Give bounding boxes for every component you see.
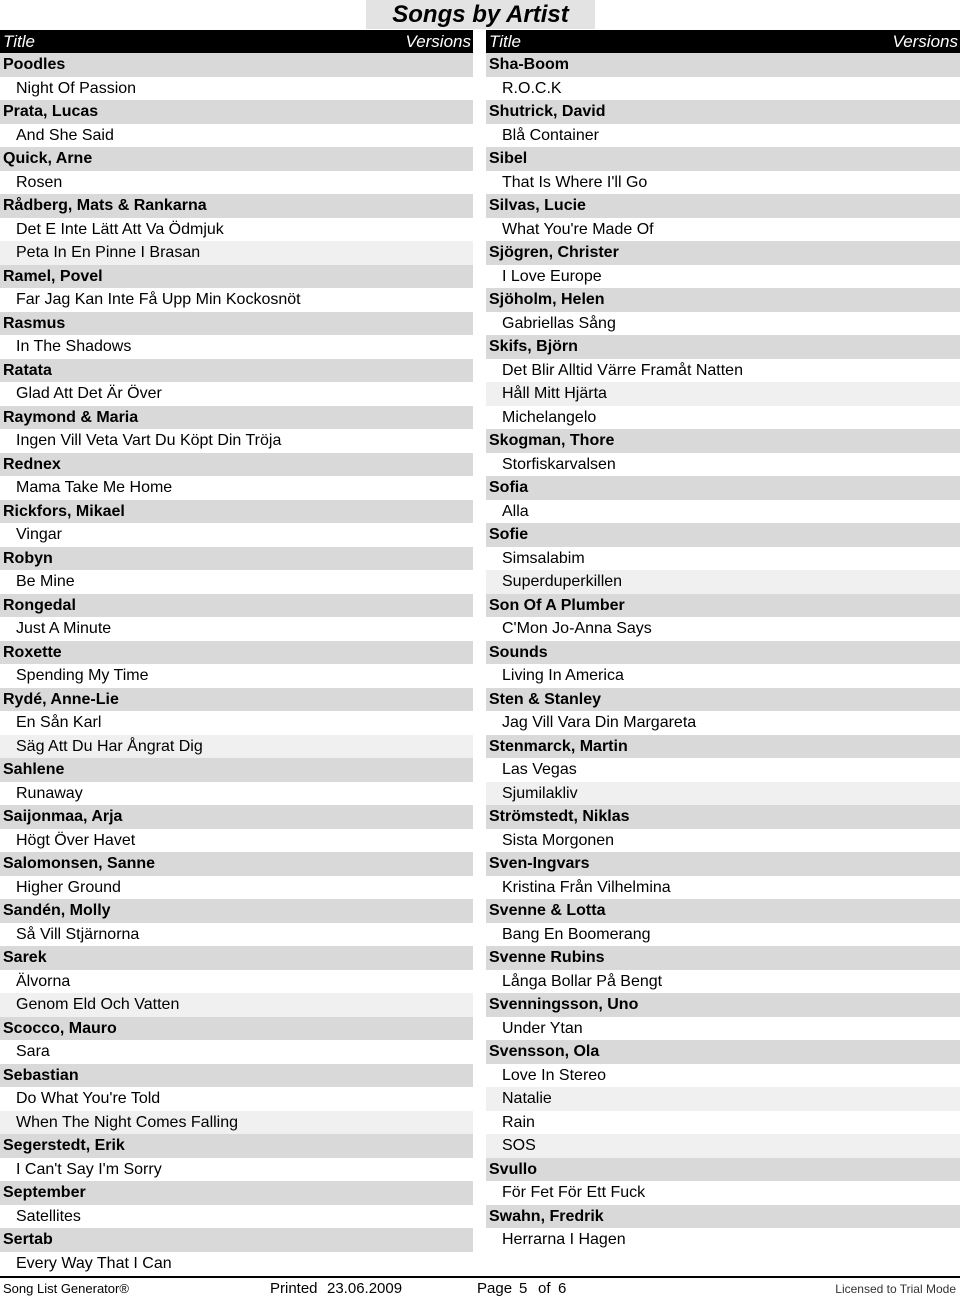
artist-row: Sounds: [486, 641, 960, 665]
song-row: Spending My Time: [0, 664, 473, 688]
artist-row: Raymond & Maria: [0, 406, 473, 430]
versions-column-label: Versions: [892, 32, 958, 51]
artist-row: Rongedal: [0, 594, 473, 618]
artist-row: Shutrick, David: [486, 100, 960, 124]
artist-row: Sha-Boom: [486, 53, 960, 77]
song-row: Night Of Passion: [0, 77, 473, 101]
artist-row: Scocco, Mauro: [0, 1017, 473, 1041]
artist-row: Sertab: [0, 1228, 473, 1252]
artist-row: Svenningsson, Uno: [486, 993, 960, 1017]
artist-row: Sjöholm, Helen: [486, 288, 960, 312]
page-total: 6: [558, 1280, 567, 1297]
title-column-label: Title: [3, 32, 35, 51]
song-row: C'Mon Jo-Anna Says: [486, 617, 960, 641]
song-row: Rain: [486, 1111, 960, 1135]
song-row: R.O.C.K: [486, 77, 960, 101]
song-row: Be Mine: [0, 570, 473, 594]
artist-row: Strömstedt, Niklas: [486, 805, 960, 829]
song-row: Natalie: [486, 1087, 960, 1111]
footer-divider: [0, 1276, 960, 1278]
song-row: Rosen: [0, 171, 473, 195]
song-row: I Love Europe: [486, 265, 960, 289]
page-footer: [0, 1276, 960, 1299]
song-row: Under Ytan: [486, 1017, 960, 1041]
song-row: Sara: [0, 1040, 473, 1064]
song-row: Bang En Boomerang: [486, 923, 960, 947]
song-row: Högt Över Havet: [0, 829, 473, 853]
printed-label: Printed: [270, 1280, 318, 1297]
song-row: Jag Vill Vara Din Margareta: [486, 711, 960, 735]
artist-row: Rednex: [0, 453, 473, 477]
song-row: Superduperkillen: [486, 570, 960, 594]
artist-row: Ramel, Povel: [0, 265, 473, 289]
license-label: Licensed to Trial Mode: [835, 1282, 956, 1296]
song-row: Michelangelo: [486, 406, 960, 430]
song-row: Runaway: [0, 782, 473, 806]
song-row: Just A Minute: [0, 617, 473, 641]
artist-row: Segerstedt, Erik: [0, 1134, 473, 1158]
song-row: Så Vill Stjärnorna: [0, 923, 473, 947]
artist-row: Svullo: [486, 1158, 960, 1182]
artist-row: Quick, Arne: [0, 147, 473, 171]
song-row: För Fet För Ett Fuck: [486, 1181, 960, 1205]
song-row: Sista Morgonen: [486, 829, 960, 853]
song-row: Living In America: [486, 664, 960, 688]
artist-row: Sebastian: [0, 1064, 473, 1088]
artist-row: Skogman, Thore: [486, 429, 960, 453]
song-row: Kristina Från Vilhelmina: [486, 876, 960, 900]
artist-row: Prata, Lucas: [0, 100, 473, 124]
song-row: Håll Mitt Hjärta: [486, 382, 960, 406]
song-row: Las Vegas: [486, 758, 960, 782]
song-row: Higher Ground: [0, 876, 473, 900]
song-row: Det E Inte Lätt Att Va Ödmjuk: [0, 218, 473, 242]
artist-row: Skifs, Björn: [486, 335, 960, 359]
song-row: In The Shadows: [0, 335, 473, 359]
versions-column-label: Versions: [405, 32, 471, 51]
title-column-label: Title: [489, 32, 521, 51]
song-row: Peta In En Pinne I Brasan: [0, 241, 473, 265]
song-row: Do What You're Told: [0, 1087, 473, 1111]
song-row: Glad Att Det Är Över: [0, 382, 473, 406]
artist-row: Saijonmaa, Arja: [0, 805, 473, 829]
artist-row: Svenne & Lotta: [486, 899, 960, 923]
song-row: SOS: [486, 1134, 960, 1158]
artist-row: Poodles: [0, 53, 473, 77]
song-row: En Sån Karl: [0, 711, 473, 735]
artist-row: Svenne Rubins: [486, 946, 960, 970]
artist-row: Sten & Stanley: [486, 688, 960, 712]
song-row: Sjumilakliv: [486, 782, 960, 806]
artist-row: Roxette: [0, 641, 473, 665]
artist-row: Rådberg, Mats & Rankarna: [0, 194, 473, 218]
artist-row: Son Of A Plumber: [486, 594, 960, 618]
artist-row: Sjögren, Christer: [486, 241, 960, 265]
right-song-list: [486, 53, 960, 1252]
artist-row: Robyn: [0, 547, 473, 571]
right-column-header: [486, 30, 960, 53]
artist-row: Ratata: [0, 359, 473, 383]
artist-row: Sahlene: [0, 758, 473, 782]
song-row: Alla: [486, 500, 960, 524]
song-row: And She Said: [0, 124, 473, 148]
artist-row: Sofia: [486, 476, 960, 500]
song-row: Det Blir Alltid Värre Framåt Natten: [486, 359, 960, 383]
left-column-header: [0, 30, 473, 53]
song-row: Långa Bollar På Bengt: [486, 970, 960, 994]
song-row: Älvorna: [0, 970, 473, 994]
artist-row: Swahn, Fredrik: [486, 1205, 960, 1229]
page-label: Page: [477, 1280, 513, 1297]
song-row: Satellites: [0, 1205, 473, 1229]
artist-row: Salomonsen, Sanne: [0, 852, 473, 876]
song-row: Simsalabim: [486, 547, 960, 571]
page-number: 5: [519, 1280, 528, 1297]
artist-row: Silvas, Lucie: [486, 194, 960, 218]
artist-row: Svensson, Ola: [486, 1040, 960, 1064]
song-row: Ingen Vill Veta Vart Du Köpt Din Tröja: [0, 429, 473, 453]
song-row: Love In Stereo: [486, 1064, 960, 1088]
song-row: Herrarna I Hagen: [486, 1228, 960, 1252]
song-row: Vingar: [0, 523, 473, 547]
artist-row: Rickfors, Mikael: [0, 500, 473, 524]
artist-row: Sven-Ingvars: [486, 852, 960, 876]
artist-row: Sarek: [0, 946, 473, 970]
song-row: What You're Made Of: [486, 218, 960, 242]
song-row: Storfiskarvalsen: [486, 453, 960, 477]
printed-date: 23.06.2009: [327, 1280, 403, 1297]
artist-row: Sandén, Molly: [0, 899, 473, 923]
song-row: I Can't Say I'm Sorry: [0, 1158, 473, 1182]
song-row: Every Way That I Can: [0, 1252, 473, 1276]
song-row: Blå Container: [486, 124, 960, 148]
song-row: Säg Att Du Har Ångrat Dig: [0, 735, 473, 759]
song-row: That Is Where I'll Go: [486, 171, 960, 195]
of-label: of: [538, 1280, 551, 1297]
generator-label: Song List Generator®: [3, 1281, 129, 1296]
artist-row: September: [0, 1181, 473, 1205]
song-row: Mama Take Me Home: [0, 476, 473, 500]
song-row: When The Night Comes Falling: [0, 1111, 473, 1135]
artist-row: Rasmus: [0, 312, 473, 336]
artist-row: Sibel: [486, 147, 960, 171]
artist-row: Sofie: [486, 523, 960, 547]
song-row: Genom Eld Och Vatten: [0, 993, 473, 1017]
artist-row: Stenmarck, Martin: [486, 735, 960, 759]
left-song-list: [0, 53, 473, 1275]
page-title: Songs by Artist: [366, 0, 595, 29]
song-row: Far Jag Kan Inte Få Upp Min Kockosnöt: [0, 288, 473, 312]
song-row: Gabriellas Sång: [486, 312, 960, 336]
artist-row: Rydé, Anne-Lie: [0, 688, 473, 712]
